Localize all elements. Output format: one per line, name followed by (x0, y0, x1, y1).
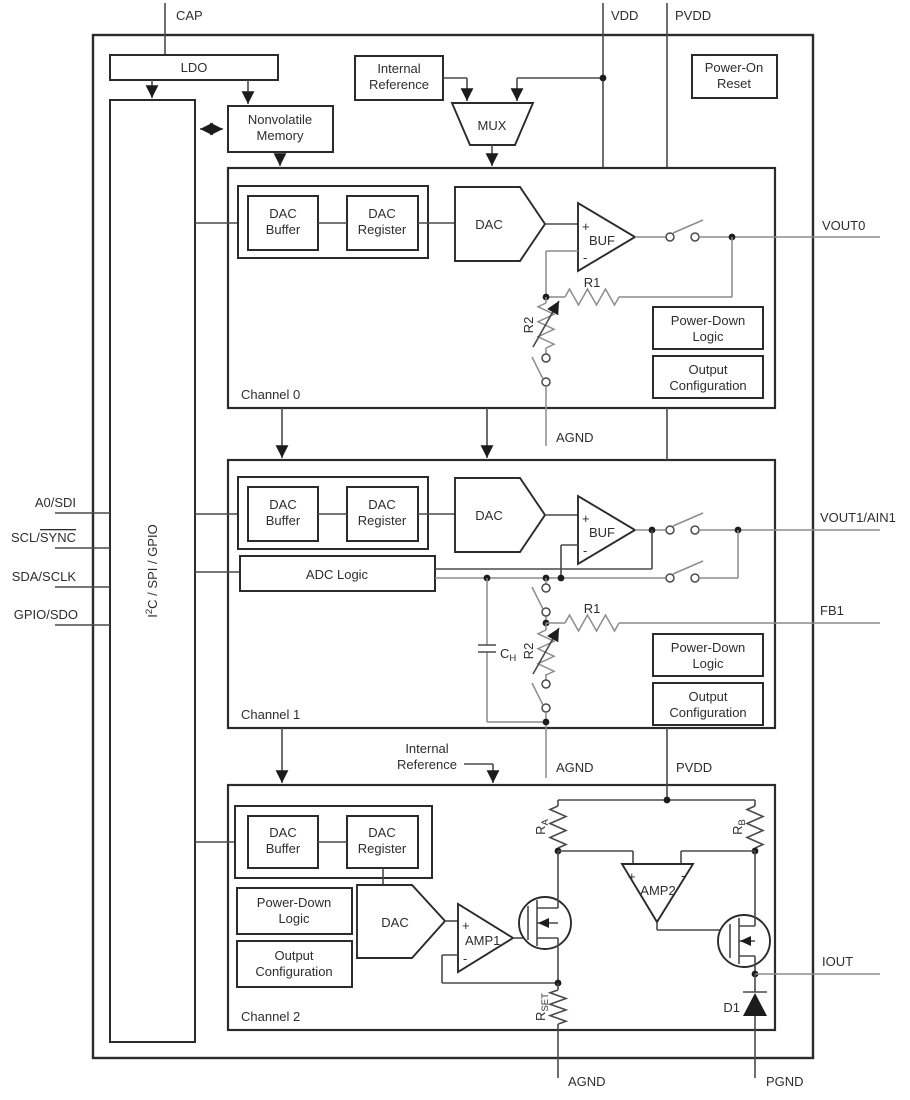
ch1-gnd-junction-dot (543, 719, 550, 726)
ch0-dac-buffer-line1: DAC (269, 206, 297, 221)
pgnd-pin-label: PGND (766, 1074, 804, 1089)
ch2-dac-register-line2: Register (357, 841, 407, 856)
gpio-sdo-label: GPIO/SDO (13, 607, 78, 622)
power-on-reset-line2: Reset (717, 76, 751, 91)
a0-sdi-label: A0/SDI (34, 495, 76, 510)
right-pins (820, 218, 896, 969)
vdd-to-mux-wire (517, 78, 603, 101)
ch1-dac-register-line1: DAC (368, 497, 396, 512)
ch0-output-switch-contact1 (666, 233, 674, 241)
ch1-ain-switch-contact1 (666, 574, 674, 582)
ch1-r2-label: R2 (521, 642, 536, 660)
ch1-r2-switch1-contact2 (542, 608, 550, 616)
ch0-oc-line2: Configuration (669, 378, 747, 393)
ch1-adc-logic-label: ADC Logic (305, 567, 369, 582)
sda-sclk-label: SDA/SCLK (11, 569, 76, 584)
ldo-block (110, 55, 278, 104)
ch0-gnd-switch-contact1 (542, 354, 550, 362)
ch0-buf-plus: + (582, 219, 590, 234)
nvm-label-line2: Memory (256, 128, 304, 143)
ch2-oc-line2: Configuration (255, 964, 333, 979)
ch1-dac-register-line2: Register (357, 513, 407, 528)
ch0-dac-register-line1: DAC (368, 206, 396, 221)
ch2-amp2-minus: - (681, 868, 686, 883)
ch2-amp2-label: AMP2 (640, 883, 676, 898)
mid-internal-reference-line1: Internal (405, 741, 449, 756)
ch2-dac-label: DAC (381, 915, 409, 930)
ch1-ain-switch-contact2 (691, 574, 699, 582)
ch0-pdl-line2: Logic (692, 329, 724, 344)
ch2-rb-label: $R_B$ (730, 819, 748, 835)
ch0-agnd-label: AGND (556, 430, 594, 445)
ch1-buf-minus: - (583, 543, 588, 558)
ch0-ch1-gap (282, 408, 667, 460)
fb1-pin-label: FB1 (820, 603, 844, 618)
ch1-r2-switch2-contact2 (542, 704, 550, 712)
mux-block (443, 75, 606, 166)
interface-bus-block (110, 100, 195, 1042)
ch0-r1-label: R1 (583, 275, 601, 290)
channel2-label: Channel 2 (241, 1009, 301, 1024)
ch1-output-switch-contact2 (691, 526, 699, 534)
ch1-buf-label: BUF (589, 525, 615, 540)
ch0-oc-line1: Output (688, 362, 728, 377)
ldo-label: LDO (180, 60, 208, 75)
ch0-r2-label: R2 (521, 316, 536, 334)
nonvolatile-memory-block (200, 106, 333, 166)
mid-internal-reference-line2: Reference (397, 757, 457, 772)
internal-reference-line1: Internal (377, 61, 421, 76)
mux-label: MUX (477, 118, 507, 133)
ch1-buf-plus: + (582, 511, 590, 526)
ch0-dac-label: DAC (475, 217, 503, 232)
mid-reference-arrow (464, 764, 493, 783)
ch2-pdl-line2: Logic (278, 911, 310, 926)
agnd-pin-label: AGND (568, 1074, 606, 1089)
ch1-oc-line2: Configuration (669, 705, 747, 720)
channel0-label: Channel 0 (241, 387, 301, 402)
ch0-dac-buffer-line2: Buffer (265, 222, 301, 237)
ch1-dac-buffer-line1: DAC (269, 497, 297, 512)
channel1-label: Channel 1 (241, 707, 301, 722)
serial-pins (11, 495, 110, 625)
ch1-pdl-line2: Logic (692, 656, 724, 671)
bottom-pins (568, 1074, 804, 1089)
ch1-dac-buffer-line2: Buffer (265, 513, 301, 528)
vout1-ain1-pin-label: VOUT1/AIN1 (820, 510, 896, 525)
vdd-junction-dot (600, 75, 607, 82)
ch2-d1-label: D1 (723, 1000, 740, 1015)
ch1-minus-junction-dot (558, 575, 565, 582)
pvdd-pin-label: PVDD (675, 8, 712, 23)
ch1-r1-label: R1 (583, 601, 601, 616)
ch2-pvdd-junction-dot (664, 797, 671, 804)
ch0-buf-label: BUF (589, 233, 615, 248)
ch2-amp1-minus: - (463, 951, 468, 966)
ch2-rset-label: $R_{SET}$ (533, 993, 551, 1021)
ch1-r2-switch2-contact1 (542, 680, 550, 688)
vdd-pin-label: VDD (611, 8, 639, 23)
ch2-oc-line1: Output (274, 948, 314, 963)
ch1-ch-cap-label: $C_H$ (500, 646, 517, 664)
power-on-reset-line1: Power-On (704, 60, 764, 75)
reference-to-mux-wire (443, 78, 467, 101)
ch1-output-switch-contact1 (666, 526, 674, 534)
internal-reference-line2: Reference (369, 77, 429, 92)
ch0-gnd-switch-contact2 (542, 378, 550, 386)
ch0-output-switch-contact2 (691, 233, 699, 241)
ch2-amp2-plus: + (628, 869, 636, 884)
nvm-label-line1: Nonvolatile (247, 112, 313, 127)
ch2-dac-buffer-line1: DAC (269, 825, 297, 840)
ch1-r2-switch1-contact1 (542, 584, 550, 592)
ch2-amp1-plus: + (462, 918, 470, 933)
ch1-pdl-line1: Power-Down (670, 640, 746, 655)
scl-sync-label: SCL/SYNC (10, 530, 76, 545)
ch1-agnd-label: AGND (556, 760, 594, 775)
ch1-dac-label: DAC (475, 508, 503, 523)
mid-pvdd-label: PVDD (676, 760, 713, 775)
internal-reference-block (355, 56, 443, 100)
cap-pin-label: CAP (176, 8, 203, 23)
ch2-amp1-label: AMP1 (465, 933, 501, 948)
vout0-pin-label: VOUT0 (822, 218, 866, 233)
ch0-dac-register-line2: Register (357, 222, 407, 237)
ch2-pdl-line1: Power-Down (256, 895, 332, 910)
interface-bus-label: $I^2C$ / SPI / GPIO (144, 524, 160, 618)
ch0-buf-minus: - (583, 250, 588, 265)
ch0-pdl-line1: Power-Down (670, 313, 746, 328)
iout-pin-label: IOUT (822, 954, 854, 969)
ch2-dac-register-line1: DAC (368, 825, 396, 840)
power-on-reset-block (692, 55, 777, 98)
ch2-dac-buffer-line2: Buffer (265, 841, 301, 856)
ch1-oc-line1: Output (688, 689, 728, 704)
ch2-ra-label: $R_A$ (533, 819, 551, 835)
